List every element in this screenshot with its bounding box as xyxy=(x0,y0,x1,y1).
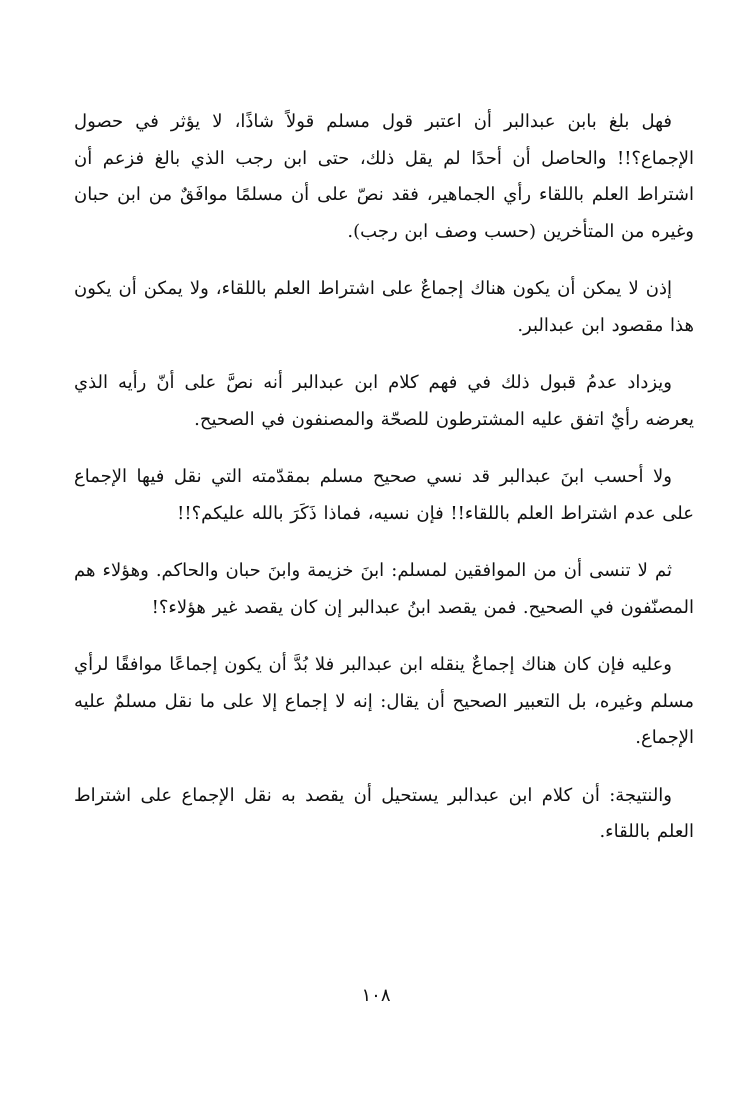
paragraph-5: ثم لا تنسى أن من الموافقين لمسلم: ابنَ خزيمة وابنَ حبان والحاكم. وهؤلاء هم المصنّفون في الصحيح. فمن يقصد ابنُ عبدالبر إن كان يقصد غير هؤلاء؟! xyxy=(74,560,694,618)
paragraph-1: فهل بلغ بابن عبدالبر أن اعتبر قول مسلم قولاً شاذًا، لا يؤثر في حصول الإجماع؟!! والحاصل أن أحدًا لم يقل ذلك، حتى ابن رجب الذي بالغ فزعم أن اشتراط العلم باللقاء رأي الجماهير، فقد نصّ على أن مسلمًا موافَقٌ من ابن حبان وغيره من المتأخرين (حسب وصف ابن رجب). xyxy=(74,111,694,242)
page-body xyxy=(74,104,694,872)
page-number: ١٠٨ xyxy=(361,985,391,1006)
paragraph-6: وعليه فإن كان هناك إجماعٌ ينقله ابن عبدالبر فلا بُدَّ أن يكون إجماعًا موافقًا لرأي مسلم وغيره، بل التعبير الصحيح أن يقال: إنه لا إجماع إلا على ما نقل مسلمٌ عليه الإجماع. xyxy=(74,654,694,748)
paragraph-2: إذن لا يمكن أن يكون هناك إجماعٌ على اشتراط العلم باللقاء، ولا يمكن أن يكون هذا مقصود ابن عبدالبر. xyxy=(74,278,694,336)
paragraph-7: والنتيجة: أن كلام ابن عبدالبر يستحيل أن يقصد به نقل الإجماع على اشتراط العلم باللقاء. xyxy=(74,784,694,842)
paragraph-3: ويزداد عدمُ قبول ذلك في فهم كلام ابن عبدالبر أنه نصَّ على أنّ رأيه الذي يعرضه رأيٌ اتفق عليه المشترطون للصحّة والمصنفون في الصحيح. xyxy=(74,372,694,430)
paragraph-4: ولا أحسب ابنَ عبدالبر قد نسي صحيح مسلم بمقدّمته التي نقل فيها الإجماع على عدم اشتراط العلم باللقاء!! فإن نسيه، فماذا ذَكَرَ بالله عليكم؟!! xyxy=(74,466,694,524)
